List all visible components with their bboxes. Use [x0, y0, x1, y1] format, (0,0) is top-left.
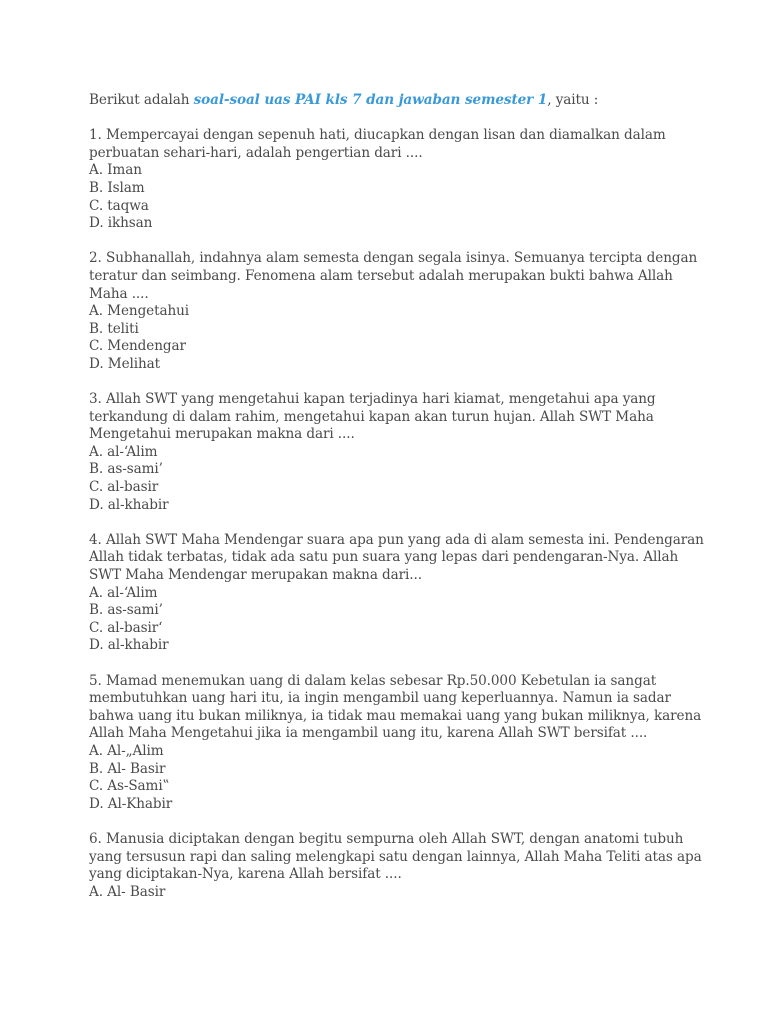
question-text: 4. Allah SWT Maha Mendengar suara apa pun yang ada di alam semesta ini. Pendengaran Allah tidak terbatas, tidak ada satu pun suara yang lepas dari pendengaran-Nya. Allah SWT Maha Mendengar merupakan makna dari...	[89, 531, 704, 584]
option-d: D. Al-Khabir	[89, 795, 173, 812]
question-2	[89, 250, 709, 373]
option-b: B. teliti	[89, 320, 139, 337]
option-a: A. Al- Basir	[89, 883, 166, 900]
option-a: A. Mengetahui	[89, 303, 190, 320]
question-text: 5. Mamad menemukan uang di dalam kelas sebesar Rp.50.000 Kebetulan ia sangat membutuhkan uang hari itu, ia ingin mengambil uang keperluannya. Namun ia sadar bahwa uang itu bukan miliknya, ia tidak mau memakai uang yang bukan miliknya, karena Allah Maha Mengetahui jika ia mengambil uang itu, karena Allah SWT bersifat ....	[89, 672, 702, 742]
option-b: B. as-sami’	[89, 602, 163, 619]
intro-paragraph	[89, 92, 709, 110]
question-text: 1. Mempercayai dengan sepenuh hati, diucapkan dengan lisan dan diamalkan dalam perbuatan sehari-hari, adalah pengertian dari ....	[89, 127, 666, 161]
question-text: 6. Manusia diciptakan dengan begitu sempurna oleh Allah SWT, dengan anatomi tubuh yang tersusun rapi dan saling melengkapi satu dengan lainnya, Allah Maha Teliti atas apa yang diciptakan-Nya, karena Allah bersifat ....	[89, 830, 702, 883]
option-c: C. al-basir‘	[89, 619, 163, 636]
question-3	[89, 391, 709, 514]
option-d: D. ikhsan	[89, 215, 153, 232]
question-1	[89, 127, 709, 233]
option-b: B. Al- Basir	[89, 760, 166, 777]
question-4	[89, 532, 709, 655]
option-c: C. As-Sami‟	[89, 778, 170, 795]
intro-prefix: Berikut adalah	[89, 92, 194, 108]
option-d: D. al-khabir	[89, 496, 169, 513]
intro-link[interactable]: soal-soal uas PAI kls 7 dan jawaban semester 1	[193, 92, 548, 108]
question-5	[89, 673, 709, 814]
question-text: 2. Subhanallah, indahnya alam semesta dengan segala isinya. Semuanya tercipta dengan teratur dan seimbang. Fenomena alam tersebut adalah merupakan bukti bahwa Allah Maha ....	[89, 250, 698, 302]
intro-suffix: , yaitu :	[547, 92, 599, 108]
option-c: C. Mendengar	[89, 338, 186, 355]
option-a: A. al-‘Alim	[89, 443, 158, 460]
question-text: 3. Allah SWT yang mengetahui kapan terjadinya hari kiamat, mengetahui apa yang terkandung di dalam rahim, mengetahui kapan akan turun hujan. Allah SWT Maha Mengetahui merupakan makna dari ....	[89, 391, 656, 443]
option-a: A. Iman	[89, 162, 142, 179]
option-d: D. al-khabir	[89, 637, 169, 654]
document-body	[89, 92, 709, 919]
option-b: B. as-sami’	[89, 461, 163, 478]
option-b: B. Islam	[89, 179, 145, 196]
option-c: C. al-basir	[89, 479, 159, 496]
option-a: A. al-‘Alim	[89, 584, 158, 601]
option-a: A. Al-„Alim	[89, 742, 164, 759]
question-6	[89, 831, 709, 901]
option-d: D. Melihat	[89, 355, 161, 372]
option-c: C. taqwa	[89, 197, 149, 214]
